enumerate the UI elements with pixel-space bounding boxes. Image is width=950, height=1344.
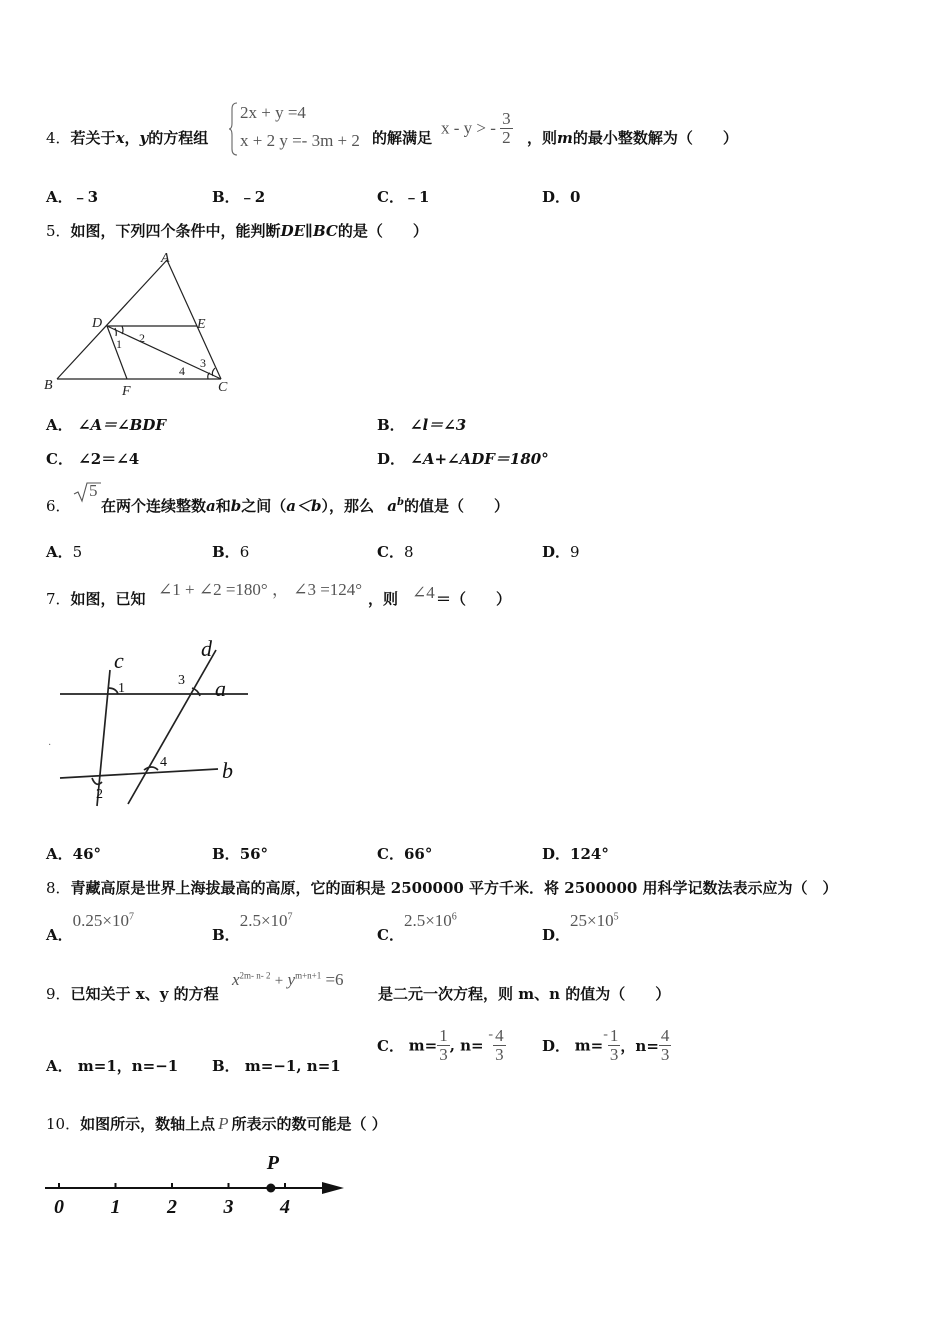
q8-option-b[interactable]: B．$2.5\times 10^7$ — [212, 911, 293, 944]
q7-stem: 7．如图，已知 — [46, 590, 146, 608]
q6-option-d[interactable]: D．9 — [542, 543, 580, 561]
q6-number: 6． — [46, 497, 71, 515]
q7-label-c: c — [114, 648, 124, 673]
q7-given-angles: ∠1 + ∠2 =180° ， ∠3 =124° — [158, 580, 363, 599]
q4-eq1: 2x + y =4 — [240, 103, 306, 122]
q4-system-brace — [229, 101, 239, 157]
q5-number: 5． — [46, 222, 71, 240]
q6-stem: 在两个连续整数a和b之间（a＜b），那么 $a^b$的值是（ ） — [101, 497, 509, 515]
q10-tick-label-1: 1 — [110, 1196, 121, 1218]
q10-stem: 10．如图所示，数轴上点 P 所表示的数可能是（ ） — [46, 1114, 387, 1133]
q9-stem-end: 是二元一次方程，则 m、n 的值为（ ） — [378, 985, 671, 1003]
q10-number-line — [40, 1145, 350, 1220]
q5-angle-3: 3 — [200, 356, 206, 370]
q8-number: 8． — [46, 879, 71, 897]
q5-angle-arc-1 — [115, 328, 116, 336]
q7-label-b: b — [222, 758, 233, 783]
q9-c-n-fraction: $\frac{4}{3}$ — [495, 1026, 504, 1064]
q9-option-d[interactable]: D． m=- $\frac{1}{3}$ ，n= $\frac{4}{3}$ — [542, 1026, 670, 1064]
q4-condition-text: 的解满足 — [372, 129, 433, 147]
q5-label-e: E — [197, 317, 206, 332]
q5-side-ab — [57, 260, 167, 379]
q5-label-b: B — [44, 378, 53, 393]
q7-label-a: a — [215, 676, 226, 701]
q5-label-f: F — [122, 384, 131, 399]
q5-option-c[interactable]: C． ∠2＝∠4 — [46, 450, 140, 468]
q7-angle-4: 4 — [160, 755, 167, 770]
q9-option-a[interactable]: A． m=1，n=−1 — [46, 1057, 179, 1075]
q4-option-b[interactable]: B．﹣2 — [212, 188, 266, 206]
q7-stem-tail: ＝（ ） — [436, 590, 512, 608]
q7-angle-arc-4 — [144, 767, 158, 770]
q8-option-a[interactable]: A．$0.25\times 10^7$ — [46, 911, 134, 944]
q9-number: 9． — [46, 985, 71, 1003]
q5-angle-1: 1 — [116, 337, 122, 351]
q8-stem: 8．青藏高原是世界上海拔最高的高原，它的面积是 2500000 平方千米．将 2500000 用科学记数法表示应为（ ） — [46, 879, 838, 897]
q10-point-p — [266, 1184, 275, 1193]
q10-axis-arrow — [322, 1182, 344, 1194]
q9-option-b[interactable]: B． m=−1, n=1 — [212, 1057, 341, 1075]
q4-eq2: x + 2 y =- 3m + 2 — [240, 131, 360, 150]
q5-label-a: A — [161, 251, 170, 266]
q9-c-m-fraction: $\frac{1}{3}$ — [439, 1026, 448, 1064]
q5-angle-4: 4 — [179, 364, 185, 378]
q9-d-m-fraction: $\frac{1}{3}$ — [609, 1026, 619, 1064]
q4-option-c[interactable]: C．﹣1 — [377, 188, 430, 206]
q4-option-a[interactable]: A．﹣3 — [46, 188, 99, 206]
q5-stem: 5．如图，下列四个条件中，能判断DE∥BC的是（ ） — [46, 222, 428, 240]
q9-equation: $x^{2m- n- 2} + y^{m+n+1} =6$ — [232, 970, 344, 989]
q6-option-c[interactable]: C．8 — [377, 543, 414, 561]
q7-option-b[interactable]: B．56° — [212, 845, 269, 863]
q4-question-tail: ，则m的最小整数解为（ ） — [527, 129, 738, 147]
q9-d-n-fraction: $\frac{4}{3}$ — [660, 1026, 670, 1064]
q7-number: 7． — [46, 590, 71, 608]
q7-label-d: d — [201, 636, 212, 661]
q7-angle-arc-2 — [92, 778, 102, 784]
q4-option-d[interactable]: D．0 — [542, 188, 581, 206]
q6-option-a[interactable]: A．5 — [46, 543, 83, 561]
q5-label-c: C — [218, 380, 228, 395]
q7-line-c — [97, 670, 110, 806]
q10-tick-label-4: 4 — [280, 1196, 290, 1218]
q7-angle-arc-1 — [108, 688, 118, 694]
q5-side-ac — [167, 260, 221, 379]
q10-tick-label-0: 0 — [54, 1196, 64, 1218]
q6-power: $a^b$ — [387, 497, 404, 515]
q7-angle-3: 3 — [178, 673, 185, 688]
q7-stray-mark: · — [48, 740, 52, 751]
q6-sqrt: 5 — [73, 481, 110, 503]
q7-line-d — [128, 650, 216, 804]
q7-parallel-lines-figure — [40, 630, 250, 810]
q7-option-a[interactable]: A．46° — [46, 845, 102, 863]
q4-stem: 4．若关于x，y的方程组 — [46, 129, 209, 147]
q5-angle-2: 2 — [139, 331, 145, 345]
q9-option-c[interactable]: C． m= $\frac{1}{3}$ , n= - $\frac{4}{3}$ — [377, 1026, 504, 1064]
q5-label-d: D — [92, 316, 103, 331]
q4-fraction: $\frac{3}{2}$ — [502, 109, 511, 147]
q7-angle4: ∠4 — [412, 583, 435, 602]
q5-angle-arc-2 — [122, 326, 123, 334]
q4-number: 4． — [46, 129, 71, 147]
q5-angle-arc-3 — [212, 368, 215, 376]
q5-triangle-figure — [40, 246, 250, 400]
q7-option-d[interactable]: D．124° — [542, 845, 609, 863]
q8-option-c[interactable]: C．$2.5\times 10^6$ — [377, 911, 457, 944]
q7-angle-2: 2 — [96, 787, 103, 802]
q7-angle-1: 1 — [118, 681, 125, 696]
q7-line-b — [60, 769, 218, 778]
q10-number: 10． — [46, 1115, 81, 1133]
q5-option-a[interactable]: A． ∠A＝∠BDF — [46, 416, 166, 434]
q7-stem-then: ，则 — [368, 590, 399, 608]
q5-option-d[interactable]: D． ∠A+∠ADF＝180° — [377, 450, 549, 468]
q7-option-c[interactable]: C．66° — [377, 845, 433, 863]
q6-option-b[interactable]: B．6 — [212, 543, 250, 561]
q10-point-label: P — [266, 1152, 279, 1174]
q8-option-d[interactable]: D．$25\times 10^5$ — [542, 911, 619, 944]
q5-option-b[interactable]: B． ∠l＝∠3 — [377, 416, 467, 434]
q10-tick-label-2: 2 — [167, 1196, 177, 1218]
q9-stem-start: 9．已知关于 x、y 的方程 — [46, 985, 219, 1003]
q10-tick-label-3: 3 — [223, 1196, 234, 1218]
q4-inequality: x - y > - $\frac{3}{2}$ — [441, 109, 511, 147]
